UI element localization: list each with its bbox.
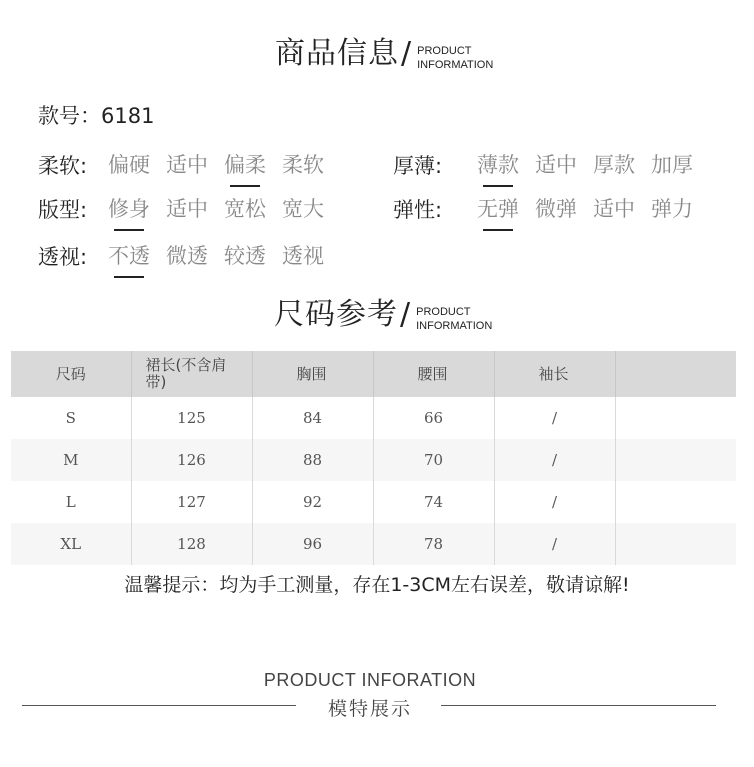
product-info-title-en: [417, 44, 493, 72]
title-slash: /: [401, 36, 412, 71]
cell-bust: 92: [252, 481, 373, 523]
title-slash: /: [400, 297, 411, 332]
size-ref-title: [274, 297, 492, 333]
table-row: [11, 397, 736, 439]
size-ref-title-en: [416, 305, 492, 333]
cell-length: 128: [131, 523, 252, 565]
attr-option: 微弹: [535, 197, 577, 221]
attr-option: 偏硬: [108, 153, 150, 177]
cell-size: L: [11, 481, 131, 523]
title-en-line2: INFORMATION: [417, 59, 494, 71]
title-en-line2: INFORMATION: [416, 320, 493, 332]
attr-transparency: [38, 239, 340, 273]
header-length: 裙长(不含肩带): [131, 351, 252, 397]
cell-size: XL: [11, 523, 131, 565]
cell-bust: 84: [252, 397, 373, 439]
product-info-title: [275, 36, 493, 72]
attr-option: 适中: [593, 197, 635, 221]
cell-sleeve: /: [494, 523, 615, 565]
title-en-line1: PRODUCT: [416, 306, 471, 318]
cell-size: M: [11, 439, 131, 481]
footer-divider-right: [441, 705, 716, 706]
attr-label: 柔软:: [38, 154, 88, 178]
header-empty: [615, 351, 736, 397]
title-en-line1: PRODUCT: [417, 45, 472, 57]
attr-option: 厚款: [593, 153, 635, 177]
style-number-value: 6181: [101, 104, 155, 128]
attr-fit: [38, 192, 340, 226]
attr-option: 柔软: [282, 153, 324, 177]
cell-empty: [615, 439, 736, 481]
style-number: [38, 100, 154, 130]
size-table: [11, 351, 736, 565]
table-row: [11, 523, 736, 565]
product-info-title-zh: 商品信息: [275, 36, 399, 71]
cell-waist: 70: [373, 439, 494, 481]
attr-option-selected: 偏柔: [224, 149, 266, 181]
cell-sleeve: /: [494, 397, 615, 439]
header-size: 尺码: [11, 351, 131, 397]
attr-label: 弹性:: [393, 198, 443, 222]
attr-option: 适中: [166, 153, 208, 177]
measurement-notice: 温馨提示：均为手工测量，存在1-3CM左右误差，敬请谅解!: [124, 574, 630, 596]
header-waist: 腰围: [373, 351, 494, 397]
cell-sleeve: /: [494, 439, 615, 481]
attr-option: 加厚: [651, 153, 693, 177]
style-number-label: 款号：: [38, 104, 101, 128]
attr-option-selected: 修身: [108, 193, 150, 225]
attr-option: 透视: [282, 244, 324, 268]
attr-option: 适中: [166, 197, 208, 221]
size-ref-title-zh: 尺码参考: [274, 297, 398, 332]
attr-label: 厚薄:: [393, 154, 443, 178]
attr-option: 宽松: [224, 197, 266, 221]
cell-length: 127: [131, 481, 252, 523]
cell-waist: 74: [373, 481, 494, 523]
attr-option: 较透: [224, 244, 266, 268]
cell-waist: 66: [373, 397, 494, 439]
attr-option: 微透: [166, 244, 208, 268]
attr-option-selected: 无弹: [477, 193, 519, 225]
attr-option-selected: 薄款: [477, 149, 519, 181]
cell-waist: 78: [373, 523, 494, 565]
cell-size: S: [11, 397, 131, 439]
attr-softness: [38, 148, 340, 182]
cell-sleeve: /: [494, 481, 615, 523]
attr-label: 版型:: [38, 198, 88, 222]
footer-title-en: PRODUCT INFORATION: [263, 670, 477, 690]
cell-bust: 88: [252, 439, 373, 481]
header-bust: 胸围: [252, 351, 373, 397]
attr-label: 透视:: [38, 245, 88, 269]
cell-bust: 96: [252, 523, 373, 565]
header-sleeve: 袖长: [494, 351, 615, 397]
attr-option: 适中: [535, 153, 577, 177]
cell-empty: [615, 481, 736, 523]
table-header-row: [11, 351, 736, 397]
attr-option: 弹力: [651, 197, 693, 221]
cell-length: 126: [131, 439, 252, 481]
attr-thickness: [393, 148, 709, 182]
attr-option: 宽大: [282, 197, 324, 221]
table-row: [11, 481, 736, 523]
cell-length: 125: [131, 397, 252, 439]
cell-empty: [615, 523, 736, 565]
cell-empty: [615, 397, 736, 439]
table-row: [11, 439, 736, 481]
footer-title-zh: 模特展示: [327, 698, 412, 720]
attr-option-selected: 不透: [108, 240, 150, 272]
attr-elasticity: [393, 192, 709, 226]
